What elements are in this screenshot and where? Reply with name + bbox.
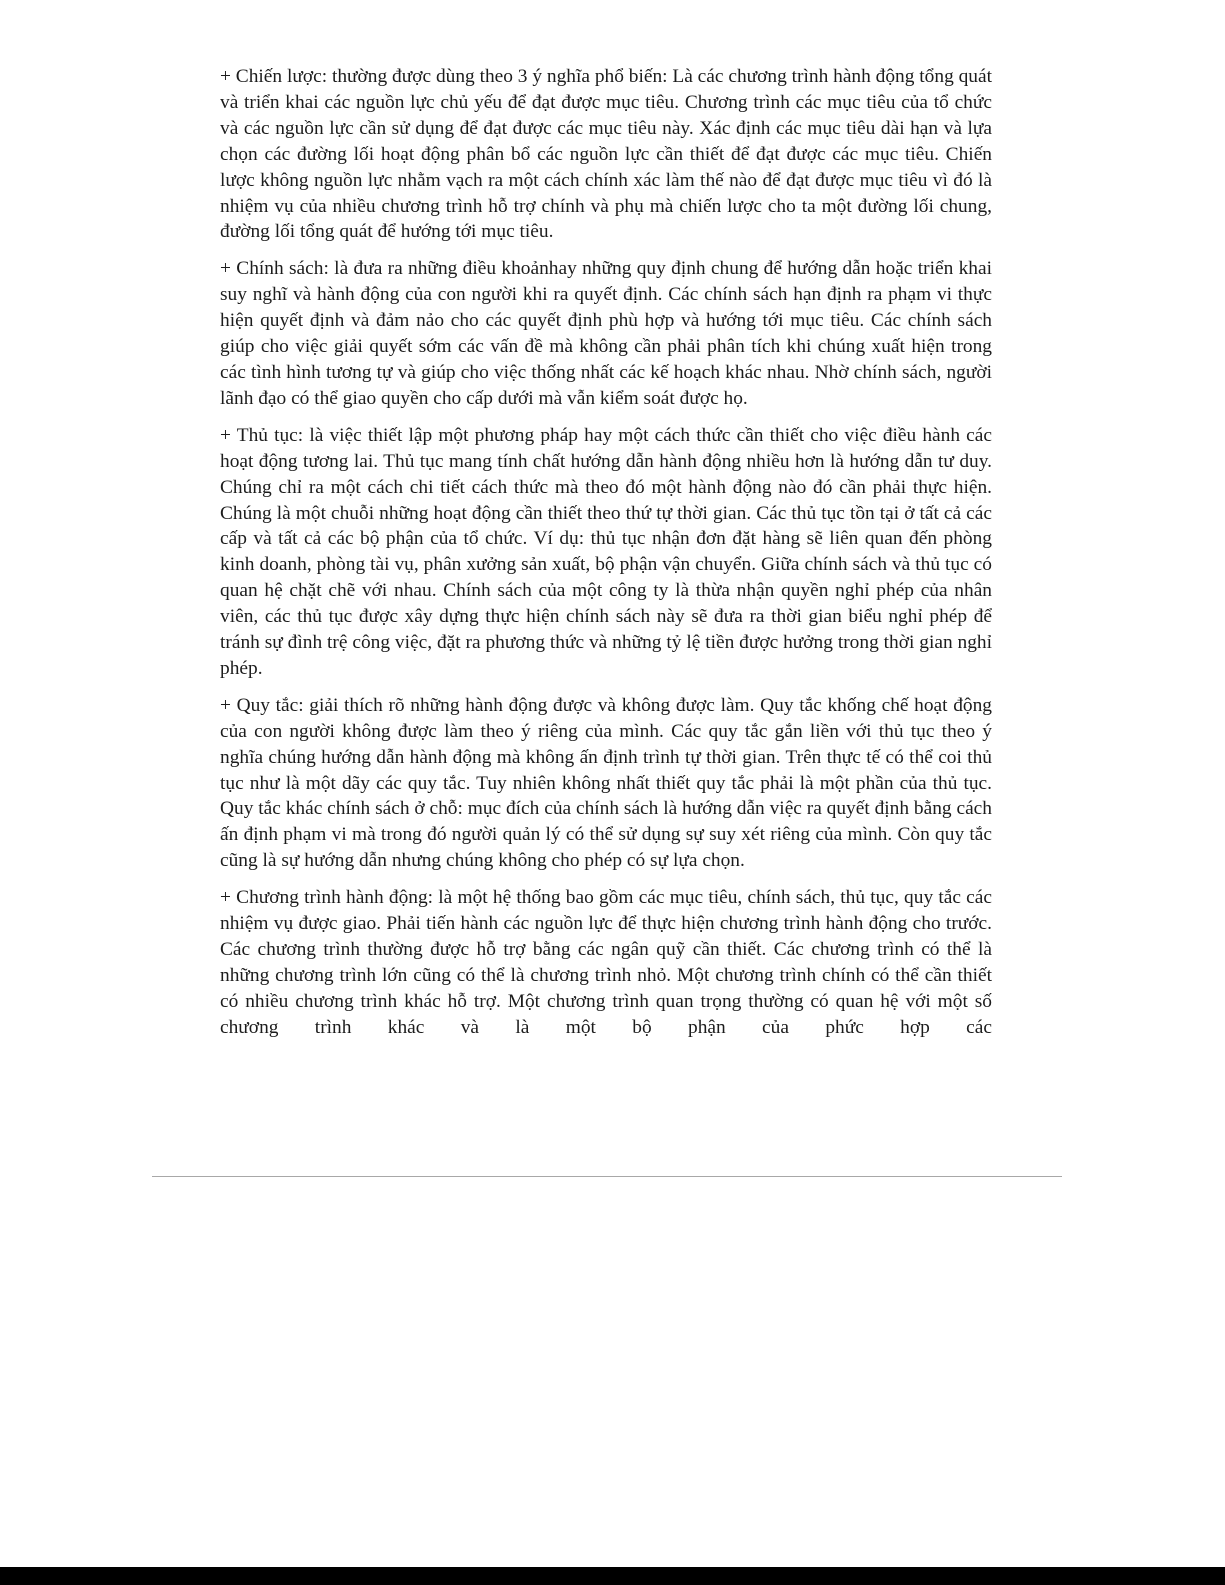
paragraph-thu-tuc: + Thủ tục: là việc thiết lập một phương pháp hay một cách thức cần thiết cho việc điều hành các hoạt động tương lai. Thủ tục mang tính chất hướng dẫn hành động nhiều hơn là hướng dẫn tư duy. Chúng chỉ ra một cách chi tiết cách thức mà theo đó một hành động nào đó cần phải thực hiện. Chúng là một chuỗi những hoạt động cần thiết theo thứ tự thời gian. Các thủ tục tồn tại ở tất cả các cấp và tất cả các bộ phận của tổ chức. Ví dụ: thủ tục nhận đơn đặt hàng sẽ liên quan đến phòng kinh doanh, phòng tài vụ, phân xưởng sản xuất, bộ phận vận chuyển. Giữa chính sách và thủ tục có quan hệ chặt chẽ với nhau. Chính sách của một công ty là thừa nhận quyền nghỉ phép của nhân viên, các thủ tục được xây dựng thực hiện chính sách này sẽ đưa ra thời gian biểu nghỉ phép để tránh sự đình trệ công việc, đặt ra phương thức và những tỷ lệ tiền được hưởng trong thời gian nghỉ phép. xyxy=(220,424,992,679)
page-divider xyxy=(152,1176,1062,1177)
paragraph-chien-luoc: + Chiến lược: thường được dùng theo 3 ý nghĩa phổ biến: Là các chương trình hành động tổng quát và triển khai các nguồn lực chủ yếu để đạt được mục tiêu. Chương trình các mục tiêu của tổ chức và các nguồn lực cần sử dụng để đạt được các mục tiêu này. Xác định các mục tiêu dài hạn và lựa chọn các đường lối hoạt động phân bổ các nguồn lực cần thiết để đạt được các mục tiêu. Chiến lược không nguồn lực nhằm vạch ra một cách chính xác làm thế nào để đạt được mục tiêu vì đó là nhiệm vụ của nhiều chương trình hỗ trợ chính và phụ mà chiến lược cho ta một đường lối chung, đường lối tổng quát để hướng tới mục tiêu. xyxy=(220,66,992,243)
document-body xyxy=(220,64,992,1052)
bottom-edge-bar xyxy=(0,1567,1225,1585)
paragraph-quy-tac: + Quy tắc: giải thích rõ những hành động được và không được làm. Quy tắc khống chế hoạt động của con người không được làm theo ý riêng của mình. Các quy tắc gắn liền với thủ tục theo ý nghĩa chúng hướng dẫn hành động mà không ấn định trình tự thời gian. Trên thực tế có thể coi thủ tục như là một dãy các quy tắc. Tuy nhiên không nhất thiết quy tắc phải là một phần của thủ tục. Quy tắc khác chính sách ở chỗ: mục đích của chính sách là hướng dẫn việc ra quyết định bằng cách ấn định phạm vi mà trong đó người quản lý có thể sử dụng sự suy xét riêng của mình. Còn quy tắc cũng là sự hướng dẫn nhưng chúng không cho phép có sự lựa chọn. xyxy=(220,694,992,872)
paragraph-chuong-trinh: + Chương trình hành động: là một hệ thống bao gồm các mục tiêu, chính sách, thủ tục, quy tắc các nhiệm vụ được giao. Phải tiến hành các nguồn lực để thực hiện chương trình hành động cho trước. Các chương trình thường được hỗ trợ bằng các ngân quỹ cần thiết. Các chương trình có thể là những chương trình lớn cũng có thể là chương trình nhỏ. Một chương trình chính có thể cần thiết có nhiều chương trình khác hỗ trợ. Một chương trình quan trọng thường có quan hệ với một số chương trình khác và là một bộ phận của phức hợp các xyxy=(220,887,992,1038)
paragraph-chinh-sach: + Chính sách: là đưa ra những điều khoảnhay những quy định chung để hướng dẫn hoặc triển khai suy nghĩ và hành động của con người khi ra quyết định. Các chính sách hạn định ra phạm vi thực hiện quyết định và đảm nảo cho các quyết định phù hợp và hướng tới mục tiêu. Các chính sách giúp cho việc giải quyết sớm các vấn đề mà không cần phải phân tích khi chúng xuất hiện trong các tình hình tương tự và giúp cho việc thống nhất các kế hoạch khác nhau. Nhờ chính sách, người lãnh đạo có thể giao quyền cho cấp dưới mà vẫn kiểm soát được họ. xyxy=(220,258,992,409)
